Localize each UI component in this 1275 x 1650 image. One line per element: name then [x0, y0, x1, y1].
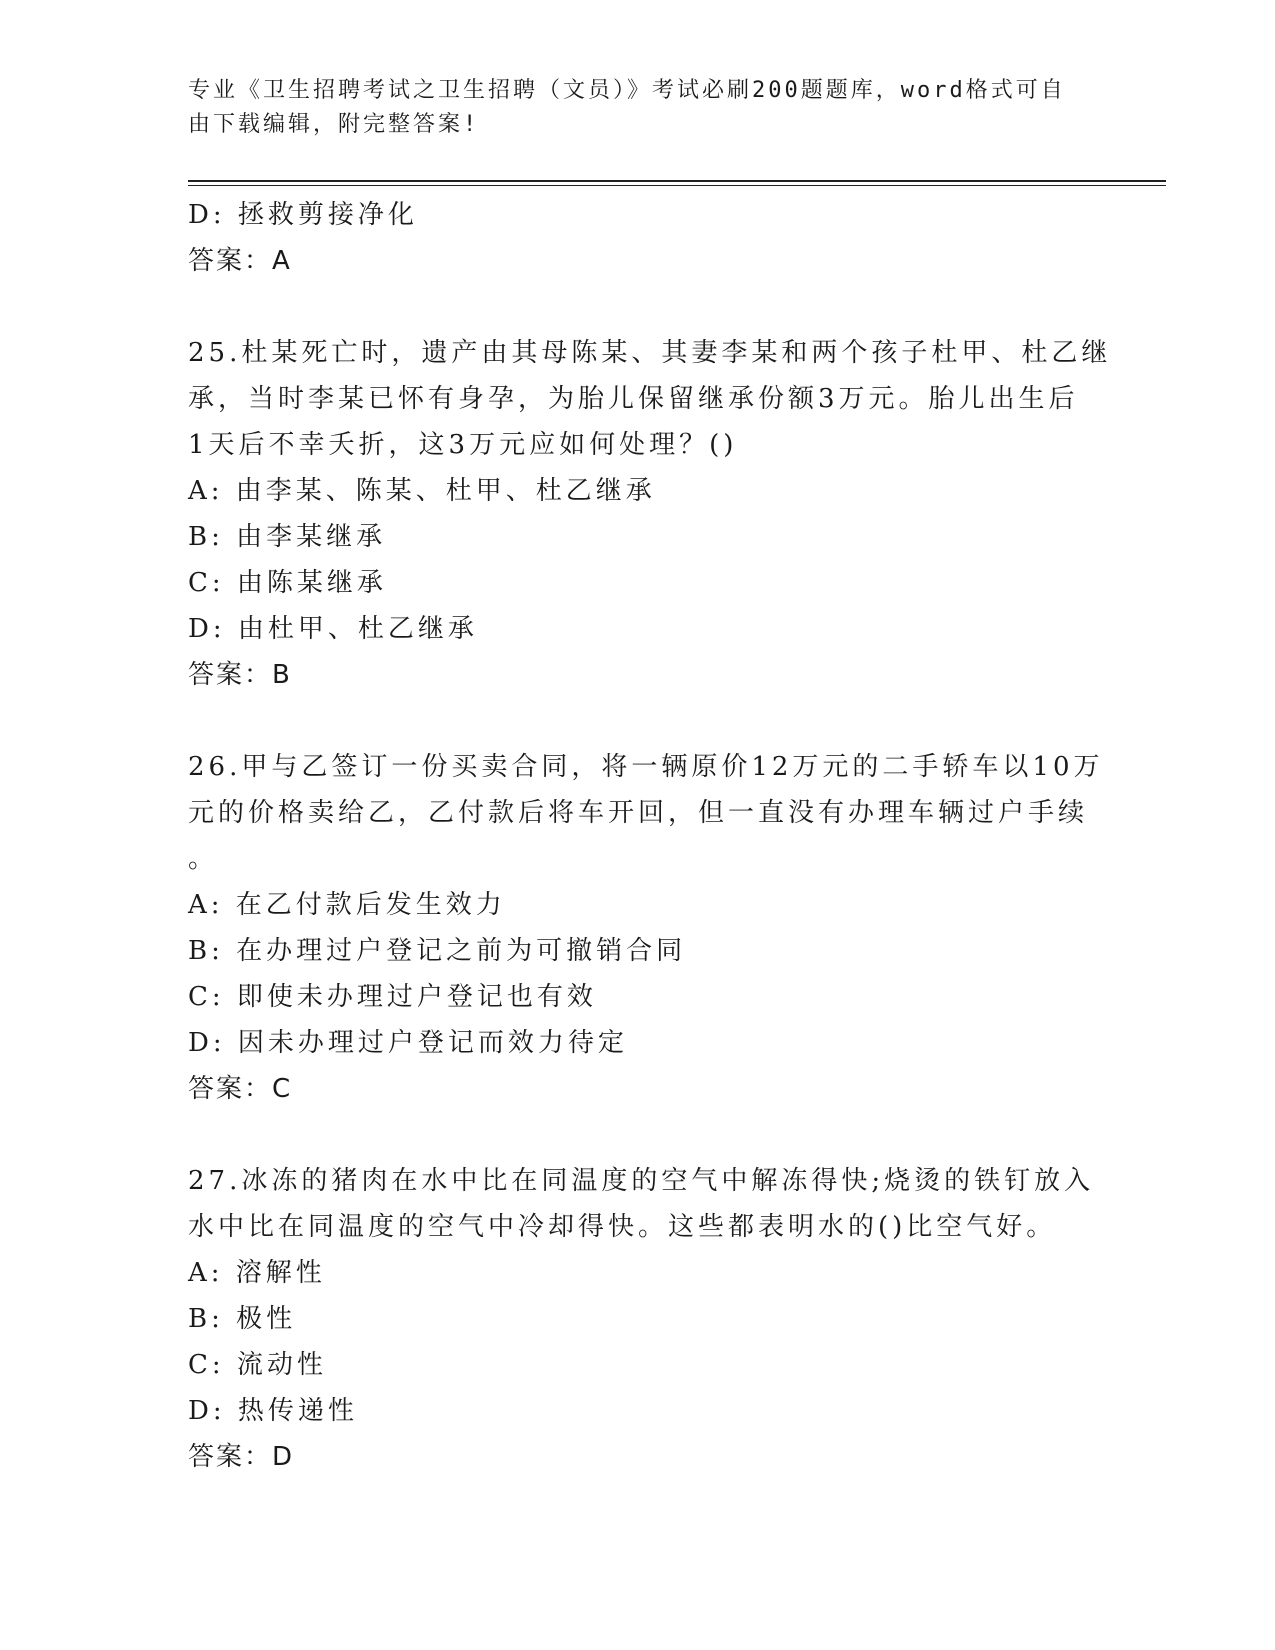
question-27-stem-line-2: 水中比在同温度的空气中冷却得快。这些都表明水的()比空气好。	[188, 1212, 1057, 1242]
spacer	[188, 1112, 1088, 1158]
question-27-option-d: D: 热传递性	[188, 1396, 358, 1426]
question-26-option-c: C: 即使未办理过户登记也有效	[188, 982, 597, 1012]
question-26-answer: 答案：C	[188, 1074, 293, 1104]
question-26-stem-line-1: 26.甲与乙签订一份买卖合同，将一辆原价12万元的二手轿车以10万	[188, 752, 1104, 782]
question-27-option-b: B: 极性	[188, 1304, 297, 1334]
question-26	[188, 744, 1104, 1112]
question-25	[188, 330, 1112, 698]
question-25-option-b: B: 由李某继承	[188, 522, 387, 552]
document-body	[188, 192, 1112, 1480]
question-25-stem-line-1: 25.杜某死亡时，遗产由其母陈某、其妻李某和两个孩子杜甲、杜乙继	[188, 338, 1112, 368]
question-25-stem-line-2: 承，当时李某已怀有身孕，为胎儿保留继承份额3万元。胎儿出生后	[188, 384, 1079, 414]
header-divider-thin	[188, 185, 1166, 186]
question-27	[188, 1158, 1095, 1480]
question-25-option-c: C: 由陈某继承	[188, 568, 387, 598]
question-27-stem-line-1: 27.冰冻的猪肉在水中比在同温度的空气中解冻得快;烧烫的铁钉放入	[188, 1166, 1095, 1196]
question-25-answer: 答案：B	[188, 660, 292, 690]
header-line-1: 专业《卫生招聘考试之卫生招聘（文员）》考试必刷200题题库，word格式可自	[188, 78, 1066, 103]
prev-answer: 答案：A	[188, 246, 292, 276]
header-divider-thick	[188, 180, 1166, 182]
question-27-answer: 答案：D	[188, 1442, 295, 1472]
question-26-stem-line-2: 元的价格卖给乙，乙付款后将车开回，但一直没有办理车辆过户手续	[188, 798, 1089, 828]
question-26-option-d: D: 因未办理过户登记而效力待定	[188, 1028, 628, 1058]
question-25-option-a: A: 由李某、陈某、杜甲、杜乙继承	[188, 476, 656, 506]
question-25-option-d: D: 由杜甲、杜乙继承	[188, 614, 478, 644]
spacer	[188, 284, 1088, 330]
question-26-option-b: B: 在办理过户登记之前为可撤销合同	[188, 936, 687, 966]
prev-option-d: D: 拯救剪接净化	[188, 200, 418, 230]
spacer	[188, 698, 1088, 744]
document-header	[188, 74, 1088, 142]
header-line-2: 由下载编辑，附完整答案!	[188, 112, 480, 137]
question-26-stem-line-3: 。	[188, 844, 219, 874]
question-25-stem-line-3: 1天后不幸夭折，这3万元应如何处理？()	[188, 430, 738, 460]
question-27-option-a: A: 溶解性	[188, 1258, 326, 1288]
question-26-option-a: A: 在乙付款后发生效力	[188, 890, 506, 920]
question-27-option-c: C: 流动性	[188, 1350, 327, 1380]
